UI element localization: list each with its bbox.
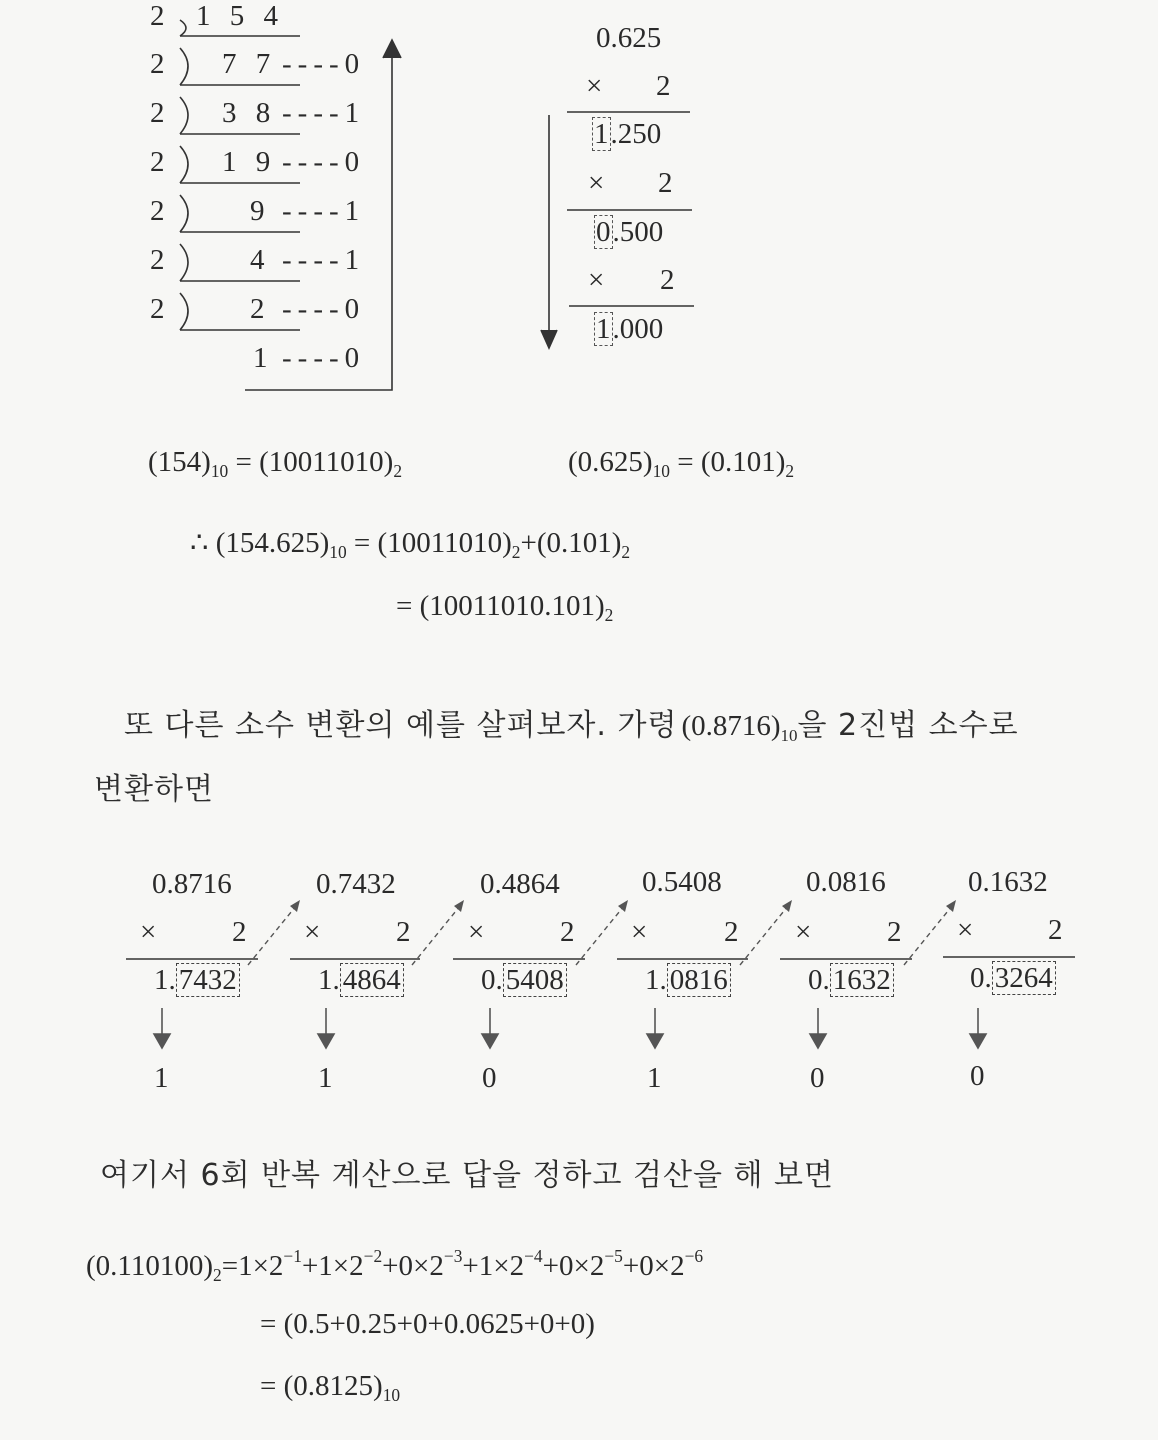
exponent: −5	[604, 1245, 623, 1266]
coef: 1	[318, 1250, 333, 1282]
remainder: ----1	[282, 195, 366, 227]
result-row	[592, 118, 661, 151]
base: 10	[382, 1385, 401, 1406]
int-part: 0	[596, 216, 611, 248]
base: 10	[780, 725, 798, 745]
times-sign: ×	[588, 264, 605, 296]
equals: =	[396, 590, 413, 622]
times-sign: ×	[631, 916, 648, 948]
base: 10	[329, 542, 347, 563]
base: 2	[213, 1265, 222, 1286]
therefore-sign: ∴	[190, 527, 209, 559]
inline-value: (0.8716)	[681, 710, 781, 742]
frac-part: 5408	[503, 963, 567, 997]
chain-value: 0.0816	[806, 866, 886, 898]
multiplier: 2	[887, 916, 902, 948]
eq-term: (10011010)	[377, 527, 512, 559]
frac-part: 0816	[667, 963, 731, 997]
equals: =	[221, 1250, 239, 1282]
chain-result: 0. 5408	[481, 964, 567, 997]
frac-part: 3264	[992, 961, 1056, 995]
chain-value: 0.1632	[968, 866, 1048, 898]
int-part: 0	[808, 964, 823, 996]
chain-result: 1. 4864	[318, 964, 404, 997]
times-sign: ×	[140, 916, 157, 948]
multiplier: 2	[658, 167, 673, 199]
multiplier: 2	[396, 916, 411, 948]
coef: 0	[559, 1250, 574, 1282]
chain-value: 0.5408	[642, 866, 722, 898]
verify-line-2	[260, 1308, 595, 1341]
equation-fraction	[568, 446, 795, 482]
result-row	[594, 313, 663, 346]
equals: =	[353, 527, 371, 559]
exponent: −1	[283, 1245, 302, 1266]
exponent: −2	[363, 1245, 383, 1266]
quotient: 1 9	[222, 146, 277, 178]
divisor: 2	[150, 97, 165, 129]
fraction-start: 0.625	[596, 22, 662, 54]
multiplier: 2	[1048, 914, 1063, 946]
chain-value: 0.8716	[152, 868, 232, 900]
diagonal-arrowheads	[290, 900, 956, 912]
eq-left: (154.625)	[215, 527, 330, 559]
multiplier: 2	[232, 916, 247, 948]
exponent: −3	[443, 1245, 463, 1266]
multiplier: 2	[560, 916, 575, 948]
eq-left: (0.625)	[568, 446, 653, 478]
base: 2	[621, 542, 631, 563]
divisor: 2	[150, 244, 165, 276]
eq-term: (0.101)	[536, 527, 622, 559]
equals: =	[677, 446, 694, 478]
divisor: 2	[150, 293, 165, 325]
bit: 0	[970, 1060, 985, 1092]
paragraph-verify: 여기서 6회 반복 계산으로 답을 정하고 검산을 해 보면	[100, 1158, 834, 1193]
base: 2	[604, 605, 614, 626]
remainder: ----1	[282, 244, 366, 276]
base: 2	[785, 461, 795, 482]
frac-part: .000	[612, 313, 664, 345]
coef: 0	[398, 1250, 414, 1282]
eq-right: (0.101)	[700, 446, 786, 478]
paragraph-line-2: 변환하면	[94, 772, 214, 807]
equals: =	[235, 446, 252, 478]
bit: 1	[154, 1062, 169, 1094]
times-sign: ×	[468, 916, 485, 948]
chain-value: 0.4864	[480, 868, 560, 900]
verify-lhs: (0.110100)	[86, 1250, 213, 1282]
chain-result: 0. 3264	[970, 962, 1056, 995]
times-sign: ×	[586, 70, 603, 102]
quotient: 1 5 4	[196, 0, 284, 32]
korean-text: 또 다른 소수 변환의 예를 살펴보자. 가령	[124, 708, 678, 743]
diagonal-arrows	[248, 906, 952, 965]
quotient: 2	[250, 293, 271, 325]
verify-line-1: $(0.110100)_2=1\times 2^{-1}+1\times 2^{-2}+0\times 2^{-3}+1\times 2^{-4}+0\times 2^{-5}+0\times 2^{-6}$	[86, 1245, 704, 1286]
verify-sum: (0.5+0.25+0+0.0625+0+0)	[283, 1308, 595, 1340]
frac-part: 4864	[340, 963, 404, 997]
frac-part: .250	[610, 118, 662, 150]
eq-left: (154)	[148, 446, 211, 478]
remainder: ----1	[282, 97, 366, 129]
equation-result	[396, 590, 614, 626]
frac-part: 1632	[830, 963, 894, 997]
bit: 1	[647, 1062, 662, 1094]
int-part: 1	[154, 964, 169, 996]
multiplier: 2	[656, 70, 671, 102]
bit: 0	[810, 1062, 825, 1094]
chain-value: 0.7432	[316, 868, 396, 900]
result-row	[594, 216, 663, 249]
base: 10	[210, 461, 229, 482]
remainder: ----0	[282, 146, 366, 178]
verify-line-3	[260, 1370, 401, 1406]
bit: 0	[482, 1062, 497, 1094]
remainder: ----0	[282, 342, 366, 374]
frac-part: 7432	[176, 963, 240, 997]
bit: 1	[318, 1062, 333, 1094]
eq-value: (10011010.101)	[419, 590, 605, 622]
int-part: 1	[596, 313, 611, 345]
equals: =	[260, 1308, 277, 1340]
remainder: ----0	[282, 48, 366, 80]
times-sign: ×	[957, 914, 974, 946]
eq-right: (10011010)	[259, 446, 394, 478]
int-part: 1	[318, 964, 333, 996]
divisor: 2	[150, 146, 165, 178]
chain-result: 1. 0816	[645, 964, 731, 997]
int-part: 1	[594, 118, 609, 150]
coef: 1	[478, 1250, 494, 1282]
verify-result: (0.8125)	[283, 1370, 383, 1402]
times-sign: ×	[795, 916, 812, 948]
divisor: 2	[150, 195, 165, 227]
equation-combined	[190, 525, 631, 563]
multiplier: 2	[660, 264, 675, 296]
exponent: −6	[684, 1245, 704, 1266]
paragraph-line-1	[124, 700, 1019, 744]
divisor: 2	[150, 48, 165, 80]
quotient: 9	[250, 195, 271, 227]
quotient: 3 8	[222, 97, 277, 129]
base: 10	[652, 461, 670, 482]
equals: =	[260, 1370, 277, 1402]
base: 2	[511, 542, 521, 563]
quotient: 7 7	[222, 48, 277, 80]
frac-part: .500	[612, 216, 664, 248]
chain-result: 0. 1632	[808, 964, 894, 997]
equation-integer	[148, 446, 403, 482]
times-sign: ×	[304, 916, 321, 948]
coef: 0	[639, 1250, 654, 1282]
chain-lines	[126, 957, 1075, 959]
coef: 1	[238, 1250, 253, 1282]
quotient: 1	[253, 342, 274, 374]
chain-result: 1. 7432	[154, 964, 240, 997]
korean-text: 을 2진법 소수로	[797, 708, 1019, 743]
int-part: 0	[481, 964, 496, 996]
times-sign: ×	[588, 167, 605, 199]
plus: +	[520, 527, 537, 559]
down-arrow-icon	[541, 115, 557, 348]
remainder: ----0	[282, 293, 366, 325]
multiplier: 2	[724, 916, 739, 948]
quotient: 4	[250, 244, 271, 276]
int-part: 1	[645, 964, 660, 996]
base: 2	[393, 461, 403, 482]
int-part: 0	[970, 962, 985, 994]
divisor: 2	[150, 0, 165, 32]
bit-arrows	[154, 1008, 986, 1048]
exponent: −4	[524, 1245, 543, 1266]
